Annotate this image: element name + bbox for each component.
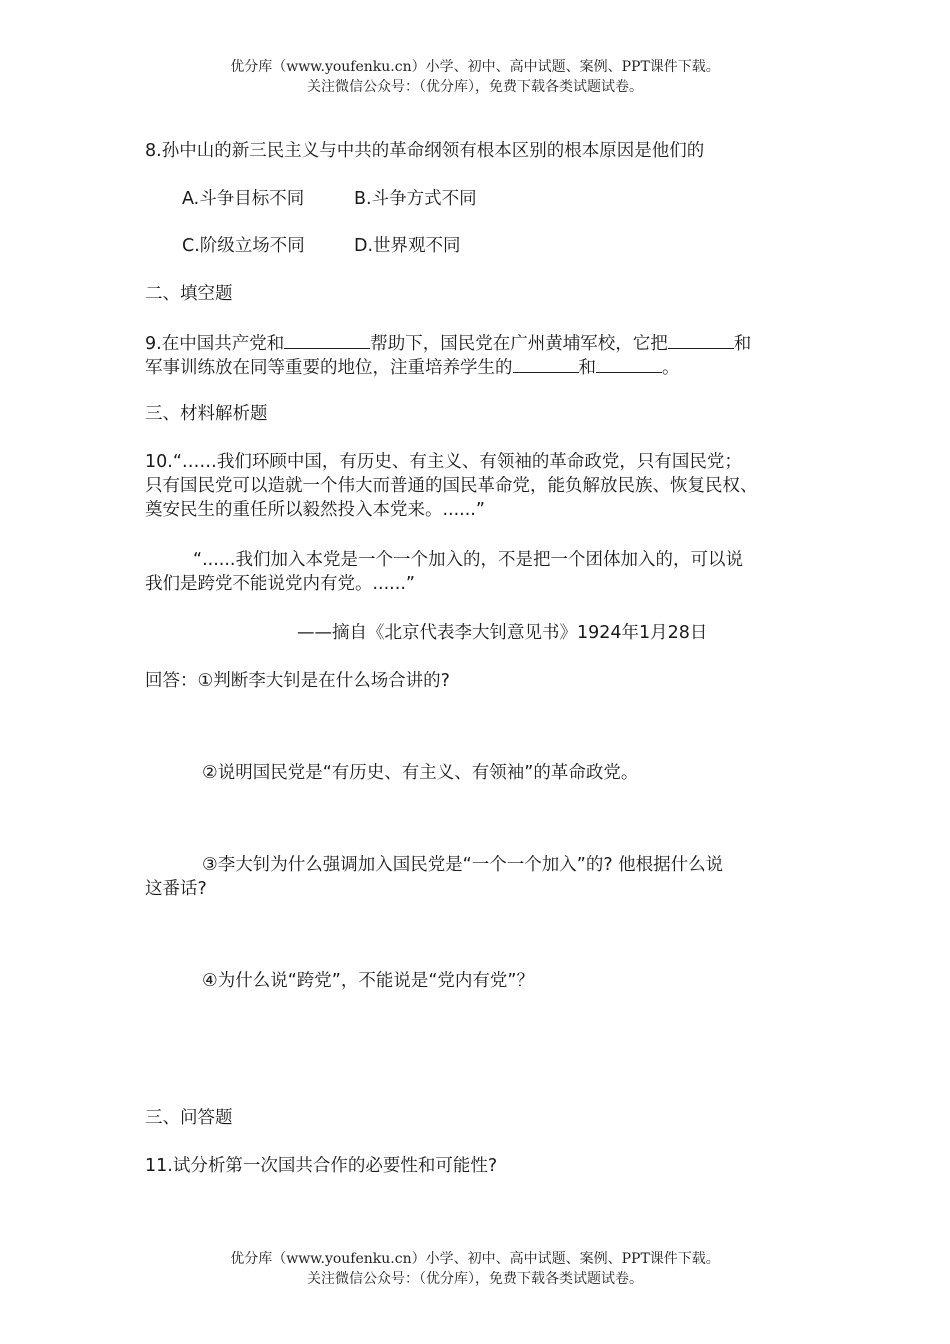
section-material-title: 三、材料解析题: [145, 404, 268, 424]
q10-source: ——摘自《北京代表李大钊意见书》1924年1月28日: [297, 623, 708, 643]
q10-sub-question-3-line-1: ③李大钊为什么强调加入国民党是“一个一个加入”的? 他根据什么说: [202, 855, 724, 875]
q9-text-5: 和: [578, 358, 596, 378]
q8-options-row-2: [182, 235, 850, 258]
q10-sub-question-4: ④为什么说“跨党”，不能说是“党内有党”？: [202, 971, 534, 991]
q10-para2-line-2: 我们是跨党不能说党内有党。......”: [145, 574, 415, 594]
q10-para1-line-3: 奠安民生的重任所以毅然投入本党来。......”: [145, 500, 485, 520]
q9-blank-3: [513, 355, 579, 373]
q8-option-b: B.斗争方式不同: [354, 189, 477, 209]
q8-options-row-1: [182, 188, 850, 211]
q9-text-6: 。: [662, 358, 680, 378]
q9-text-4: 军事训练放在同等重要的地位，注重培养学生的: [145, 358, 513, 378]
q9-blank-1: [284, 331, 370, 349]
footer-line-2: 关注微信公众号：（优分库），免费下载各类试题试卷。: [307, 1271, 643, 1287]
q9-text-3: 和: [733, 334, 752, 354]
q10-answer-lead: 回答：①判断李大钊是在什么场合讲的?: [145, 671, 450, 691]
q8-stem: 8.孙中山的新三民主义与中共的革命纲领有根本区别的根本原因是他们的: [145, 141, 705, 161]
q9-blank-4: [596, 355, 662, 373]
footer-line-1: 优分库（www.youfenku.cn）小学、初中、高中试题、案例、PPT课件下载。: [230, 1251, 720, 1267]
section-fill-blank-title: 二、填空题: [145, 284, 233, 304]
page-footer: [0, 1249, 950, 1289]
q9-blank-2: [668, 331, 734, 349]
q10-para2-line-1: “......我们加入本党是一个一个加入的，不是把一个团体加入的，可以说: [193, 550, 743, 570]
q9-text-1: 9.在中国共产党和: [145, 334, 285, 354]
q10-sub-question-3-line-2: 这番话?: [145, 879, 207, 899]
q8-option-d: D.世界观不同: [354, 236, 461, 256]
q9-text-2: 帮助下，国民党在广州黄埔军校，它把: [370, 334, 668, 354]
q8-option-c: C.阶级立场不同: [182, 236, 305, 256]
q8-option-a: A.斗争目标不同: [182, 189, 305, 209]
q10-para1-line-1: 10.“……我们环顾中国，有历史、有主义、有领袖的革命政党，只有国民党；: [145, 452, 742, 472]
q9-line-2: [145, 355, 813, 380]
q10-sub-question-2: ②说明国民党是“有历史、有主义、有领袖”的革命政党。: [202, 763, 639, 783]
header-line-2: 关注微信公众号：（优分库），免费下载各类试题试卷。: [307, 79, 643, 95]
q11-stem: 11.试分析第一次国共合作的必要性和可能性?: [145, 1156, 498, 1176]
page-header: [0, 57, 950, 97]
q9-line-1: [145, 331, 813, 356]
header-line-1: 优分库（www.youfenku.cn）小学、初中、高中试题、案例、PPT课件下载。: [230, 59, 720, 75]
section-qa-title: 三、问答题: [145, 1108, 233, 1128]
q10-para1-line-2: 只有国民党可以造就一个伟大而普通的国民革命党，能负解放民族、恢复民权、: [145, 476, 758, 496]
